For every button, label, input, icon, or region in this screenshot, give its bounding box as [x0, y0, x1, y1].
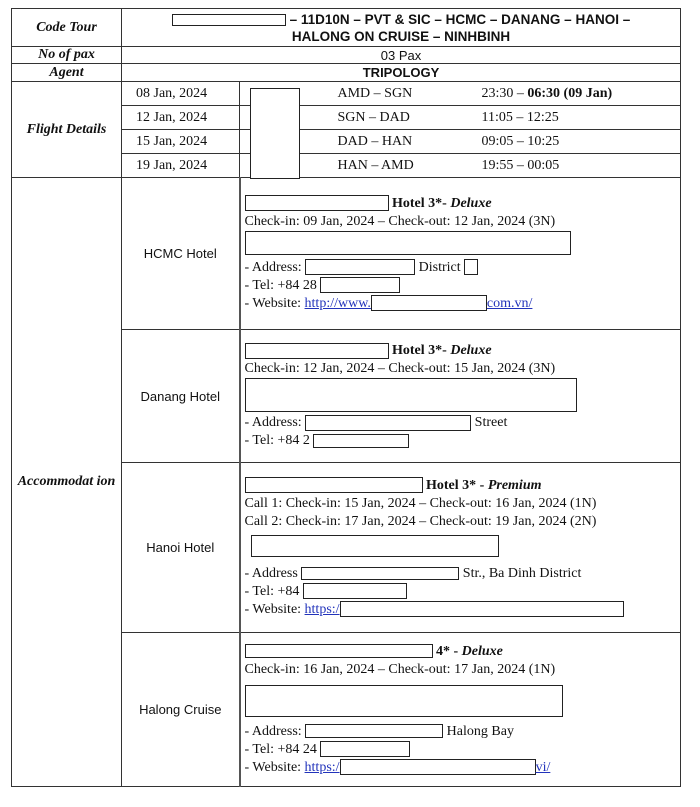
accommodation-label: Accommodat ion [12, 178, 122, 787]
flight-time: 19:55 – 00:05 [482, 154, 681, 178]
redacted-hotel-details [245, 231, 571, 255]
hotel-class: Deluxe [461, 643, 503, 659]
redacted-district [464, 259, 478, 275]
checkin-line: Check-in: 16 Jan, 2024 – Check-out: 17 Jan, 2024 (1N) [244, 661, 556, 677]
flight-time-start: 23:30 – [481, 85, 524, 101]
tel-label: - Tel: +84 [244, 583, 300, 599]
code-tour-row [12, 9, 681, 47]
website-label: - Website: [244, 601, 302, 617]
hotel-name: HCMC Hotel [122, 178, 240, 330]
hotel-name: Hanoi Hotel [122, 463, 240, 633]
address-tail: District [418, 259, 461, 275]
pax-label: No of pax [12, 47, 122, 64]
redacted-address [305, 415, 471, 431]
address-tail: Street [474, 415, 508, 430]
tour-details-table [11, 8, 681, 787]
address-tail: Halong Bay [446, 723, 514, 739]
redacted-flight-numbers [250, 88, 300, 179]
redacted-hotel-name [245, 195, 389, 211]
redacted-website [371, 295, 487, 311]
hotel-name: Danang Hotel [122, 330, 240, 463]
tel-label: - Tel: +84 24 [244, 741, 317, 757]
code-tour-value [122, 9, 681, 47]
flight-date: 19 Jan, 2024 [122, 154, 240, 178]
redacted-hotel-details [245, 685, 563, 717]
website-label: - Website: [244, 759, 302, 775]
flight-number-cell [240, 82, 338, 106]
redacted-phone [313, 434, 409, 448]
hotel-info [240, 330, 681, 463]
redacted-address [305, 724, 443, 738]
redacted-phone [320, 741, 410, 757]
redacted-hotel-name [245, 343, 389, 359]
redacted-address [305, 259, 415, 275]
flight-route: AMD – SGN [338, 82, 482, 106]
hotel-class: Deluxe [450, 343, 492, 358]
code-tour-label: Code Tour [12, 9, 122, 47]
redacted-address [301, 567, 459, 580]
flight-route: SGN – DAD [338, 106, 482, 130]
hotel-title: 4* - [436, 643, 459, 659]
pax-row [12, 47, 681, 64]
hotel-title: Hotel 3* - [426, 477, 485, 493]
hotel-title: Hotel 3*- [392, 195, 447, 211]
flight-date: 15 Jan, 2024 [122, 130, 240, 154]
address-tail: Str., Ba Dinh District [462, 565, 582, 581]
redacted-hotel-details [251, 535, 499, 557]
hotel-info [240, 463, 681, 633]
checkin-line: Check-in: 09 Jan, 2024 – Check-out: 12 Jan, 2024 (3N) [244, 213, 556, 229]
hotel-class: Deluxe [450, 195, 492, 211]
flight-date: 08 Jan, 2024 [122, 82, 240, 106]
redacted-website [340, 759, 536, 775]
address-label: - Address [244, 565, 298, 581]
website-link[interactable]: http://www. com.vn/ [304, 295, 533, 311]
redacted-phone [320, 277, 400, 293]
flight-time: 09:05 – 10:25 [482, 130, 681, 154]
hotel-title: Hotel 3*- [392, 343, 447, 358]
checkin-line: Check-in: 12 Jan, 2024 – Check-out: 15 Jan, 2024 (3N) [244, 361, 556, 376]
address-label: - Address: [244, 415, 302, 430]
flight-route: HAN – AMD [338, 154, 482, 178]
redacted-hotel-details [245, 378, 577, 412]
flight-date: 12 Jan, 2024 [122, 106, 240, 130]
flight-row [12, 82, 681, 106]
pax-value: 03 Pax [122, 47, 681, 64]
code-tour-line2: HALONG ON CRUISE – NINHBINH [291, 28, 511, 44]
agent-label: Agent [12, 64, 122, 82]
website-link[interactable]: https:/ [305, 602, 624, 617]
website-link[interactable]: https:/ vi/ [304, 759, 551, 775]
tour-document [11, 8, 680, 792]
address-label: - Address: [244, 259, 302, 275]
redacted-hotel-name [245, 644, 433, 658]
hotel-row-hcmc [12, 178, 681, 330]
agent-value: TRIPOLOGY [122, 64, 681, 82]
checkin-line: Call 2: Check-in: 17 Jan, 2024 – Check-out: 19 Jan, 2024 (2N) [244, 513, 597, 529]
hotel-class: Premium [487, 477, 542, 493]
hotel-info [240, 178, 681, 330]
checkin-line: Call 1: Check-in: 15 Jan, 2024 – Check-out: 16 Jan, 2024 (1N) [244, 495, 597, 511]
code-tour-line1: – 11D10N – PVT & SIC – HCMC – DANANG – HANOI – [289, 11, 631, 27]
flight-route: DAD – HAN [338, 130, 482, 154]
flight-time-arrival: 06:30 (09 Jan) [527, 85, 613, 101]
hotel-info [240, 633, 681, 787]
redacted-phone [303, 583, 407, 599]
flight-details-label: Flight Details [12, 82, 122, 178]
website-label: - Website: [244, 295, 302, 311]
redacted-hotel-name [245, 477, 423, 493]
tel-label: - Tel: +84 28 [244, 277, 317, 293]
flight-time: 11:05 – 12:25 [482, 106, 681, 130]
tel-label: - Tel: +84 2 [244, 433, 310, 448]
flight-time [482, 82, 681, 106]
redacted-tour-code [172, 14, 286, 26]
hotel-name: Halong Cruise [122, 633, 240, 787]
address-label: - Address: [244, 723, 302, 739]
redacted-website [340, 601, 624, 617]
agent-row [12, 64, 681, 82]
